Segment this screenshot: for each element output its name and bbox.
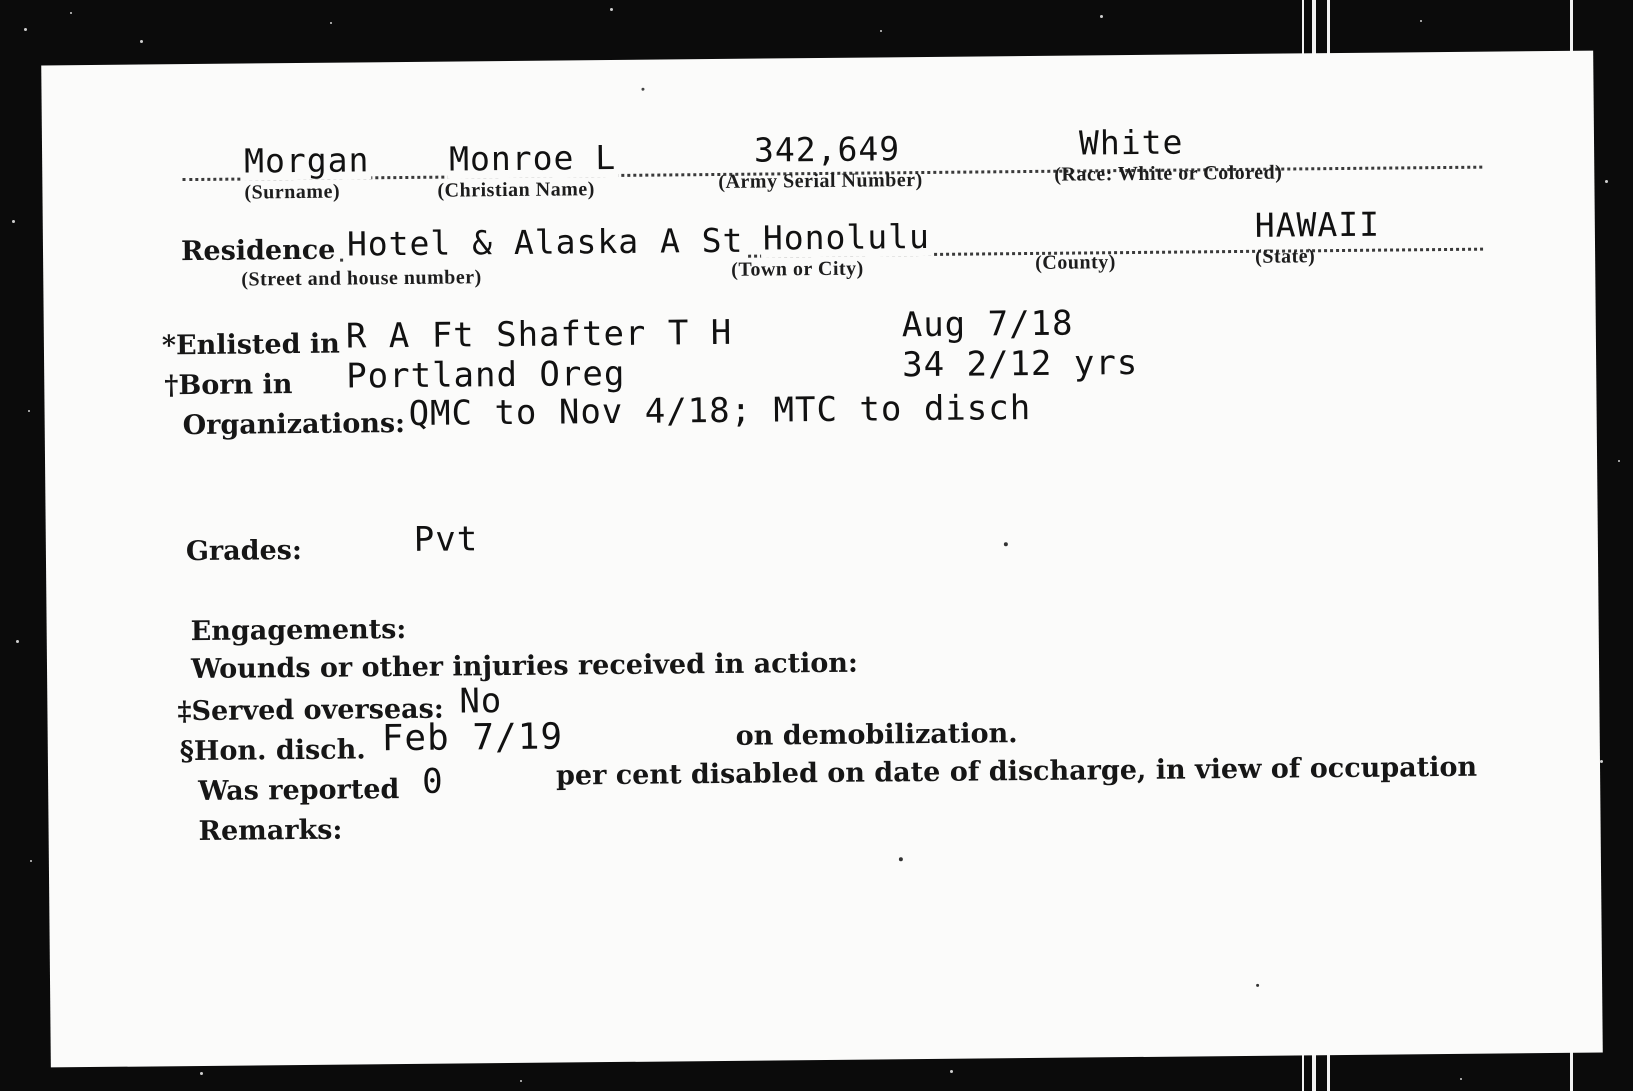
born-label: †Born in (164, 369, 293, 402)
grades-label: Grades: (185, 534, 303, 568)
race-caption: (Race: White or Colored) (1054, 161, 1283, 186)
organizations-label: Organizations: (182, 407, 406, 442)
film-speck (1420, 20, 1422, 22)
surname-value: Morgan (243, 140, 370, 181)
disability-suffix: per cent disabled on date of discharge, in view of occupation (555, 751, 1478, 792)
film-speck (1605, 180, 1608, 183)
remarks-label: Remarks: (198, 814, 343, 847)
film-speck (140, 40, 143, 43)
film-speck (24, 28, 27, 31)
grades-value: Pvt (413, 519, 479, 560)
service-record-card (41, 51, 1603, 1068)
surname-caption: (Surname) (244, 180, 341, 204)
film-speck (1100, 15, 1103, 18)
serial-number-value: 342,649 (753, 129, 901, 170)
residence-state-value: HAWAII (1254, 204, 1381, 245)
card-speck (641, 88, 644, 91)
film-speck (520, 1080, 522, 1082)
residence-county-caption: (County) (1035, 251, 1116, 274)
card-speck (899, 857, 903, 861)
discharge-date: Feb 7/19 (381, 716, 564, 760)
film-speck (200, 1072, 203, 1075)
disability-value: 0 (421, 761, 444, 802)
residence-street-caption: (Street and house number) (241, 266, 482, 291)
film-speck (330, 22, 332, 24)
disability-label: Was reported (198, 774, 400, 807)
engagements-label: Engagements: (190, 613, 407, 648)
race-value: White (1078, 122, 1184, 163)
enlisted-value: R A Ft Shafter T H (345, 312, 733, 357)
film-speck (1618, 460, 1620, 462)
residence-label: Residence (181, 235, 340, 268)
film-speck (880, 30, 882, 32)
discharge-label: §Hon. disch. (179, 734, 366, 768)
born-value: Portland Oreg (346, 353, 626, 397)
film-speck (30, 860, 32, 862)
residence-town-caption: (Town or City) (731, 257, 864, 281)
organizations-value: QMC to Nov 4/18; MTC to disch (408, 387, 1032, 434)
christian-name-caption: (Christian Name) (437, 178, 595, 202)
christian-name-value: Monroe L (448, 137, 617, 179)
wounds-label: Wounds or other injuries received in action: (190, 647, 859, 686)
card-speck (1004, 542, 1008, 546)
film-speck (16, 640, 19, 643)
film-speck (12, 220, 15, 223)
served-overseas-label: ‡Served overseas: (177, 693, 444, 728)
residence-town-value: Honolulu (762, 216, 931, 258)
born-age: 34 2/12 yrs (901, 342, 1139, 386)
residence-state-caption: (State) (1255, 245, 1316, 268)
film-speck (950, 1070, 953, 1073)
served-overseas-value: No (459, 681, 503, 722)
serial-number-caption: (Army Serial Number) (718, 169, 923, 193)
film-speck (1600, 760, 1603, 763)
film-speck (1460, 1078, 1462, 1080)
enlisted-date: Aug 7/18 (901, 303, 1074, 346)
enlisted-label: *Enlisted in (161, 328, 340, 362)
film-speck (70, 12, 72, 14)
residence-street-value: Hotel & Alaska A St (346, 220, 744, 264)
discharge-suffix: on demobilization. (735, 718, 1018, 752)
film-speck (28, 410, 30, 412)
card-speck (1256, 984, 1259, 987)
film-speck (610, 8, 613, 11)
